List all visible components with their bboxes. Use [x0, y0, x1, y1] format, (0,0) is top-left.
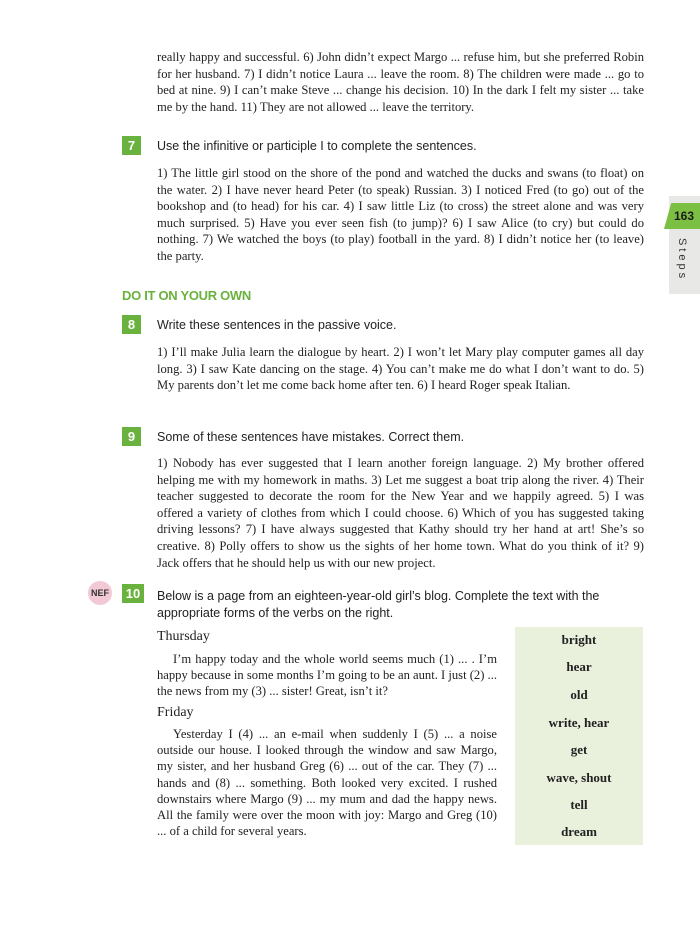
- exercise-10-instruction: Below is a page from an eighteen-year-old girl’s blog. Complete the text with the appropriate forms of the verbs on the right.: [157, 589, 600, 620]
- verb-8: dream: [561, 824, 597, 839]
- blog-text-thursday: I’m happy today and the whole world seems much (1) ... . I’m happy because in some months I’m going to be an aunt. I just (2) ... the news from my (3) ... sister! Great, isn’t it?: [157, 652, 497, 699]
- verb-7: tell: [570, 797, 588, 812]
- page-number: 163: [674, 209, 695, 223]
- exercise-7-instruction: Use the infinitive or participle I to complete the sentences.: [157, 139, 477, 153]
- exercise-6-continuation: really happy and successful. 6) John didn’t expect Margo ... refuse him, but she preferred Robin for her husband. 7) I didn’t notice Laura ... leave the room. 8) The children were made ... go to bed at nine. 9) I can’t make Steve ... change his decision. 10) In the dark I felt my sister ... take me by the hand. 11) They are not allowed ... leave the territory.: [157, 50, 644, 114]
- side-label: Steps: [676, 238, 688, 282]
- exercise-9-number: 9: [122, 427, 141, 446]
- exercise-8-number: 8: [122, 315, 141, 334]
- exercise-8-instruction: Write these sentences in the passive voice.: [157, 318, 397, 332]
- section-heading: DO IT ON YOUR OWN: [122, 288, 251, 303]
- exercise-9-instruction: Some of these sentences have mistakes. Correct them.: [157, 430, 465, 444]
- verb-6: wave, shout: [546, 770, 612, 785]
- exercise-8-text: 1) I’ll make Julia learn the dialogue by heart. 2) I won’t let Mary play computer games all day long. 3) I saw Kate dancing on the stage. 4) You can’t make me do what I don’t want to do. 5) My parents don’t let me come back home after ten. 6) I heard Roger speak Italian.: [157, 345, 644, 393]
- verb-5: get: [570, 742, 588, 757]
- blog-day-friday: Friday: [157, 705, 194, 720]
- exercise-7-text: 1) The little girl stood on the shore of the pond and watched the ducks and swans (to float) on the water. 2) I have never heard Peter (to speak) Russian. 3) I noticed Fred (to go) out of the bookshop and (to head) for his car. 4) I saw little Liz (to cross) the street alone and was very much surprised. 5) Have you ever seen fish (to jump)? 6) I saw Alice (to cry) but could do nothing. 7) We watched the boys (to play) football in the yard. 8) I didn’t notice her (to leave) the party.: [157, 166, 644, 263]
- exercise-10-number: 10: [122, 584, 144, 603]
- verb-2: hear: [566, 659, 592, 674]
- verb-3: old: [570, 687, 588, 702]
- blog-text-friday: Yesterday I (4) ... an e-mail when suddenly I (5) ... a noise outside our house. I looked through the window and saw Margo, my sister, and her husband Greg (6) ... out of the car. They (7) ... hands and (8) ... something. Both looked very excited. I rushed downstairs where Margo (9) ... my mum and dad the happy news. All the family were over the moon with joy: Margo and Greg (10) ... of a child for several years.: [157, 727, 497, 839]
- verb-4: write, hear: [548, 715, 610, 730]
- exercise-7-number: 7: [122, 136, 141, 155]
- blog-day-thursday: Thursday: [157, 629, 210, 644]
- nef-badge: NEF: [88, 581, 112, 605]
- verb-1: bright: [561, 632, 597, 647]
- exercise-9-text: 1) Nobody has ever suggested that I learn another foreign language. 2) My brother offered helping me with my homework in maths. 3) Let me suggest a boat trip along the river. 4) Their teacher suggested to decorate the room for the New Year and we happily agreed. 5) I was offered a variety of clothes from which I could choose. 6) Which of you has suggested taking driving lessons? 7) I have always suggested that Kathy should try her hand at art! She’s so creative. 8) Polly offers to show us the sights of her home town. What do you think of it? 9) Jack offers that he should help us with our new project.: [157, 456, 644, 570]
